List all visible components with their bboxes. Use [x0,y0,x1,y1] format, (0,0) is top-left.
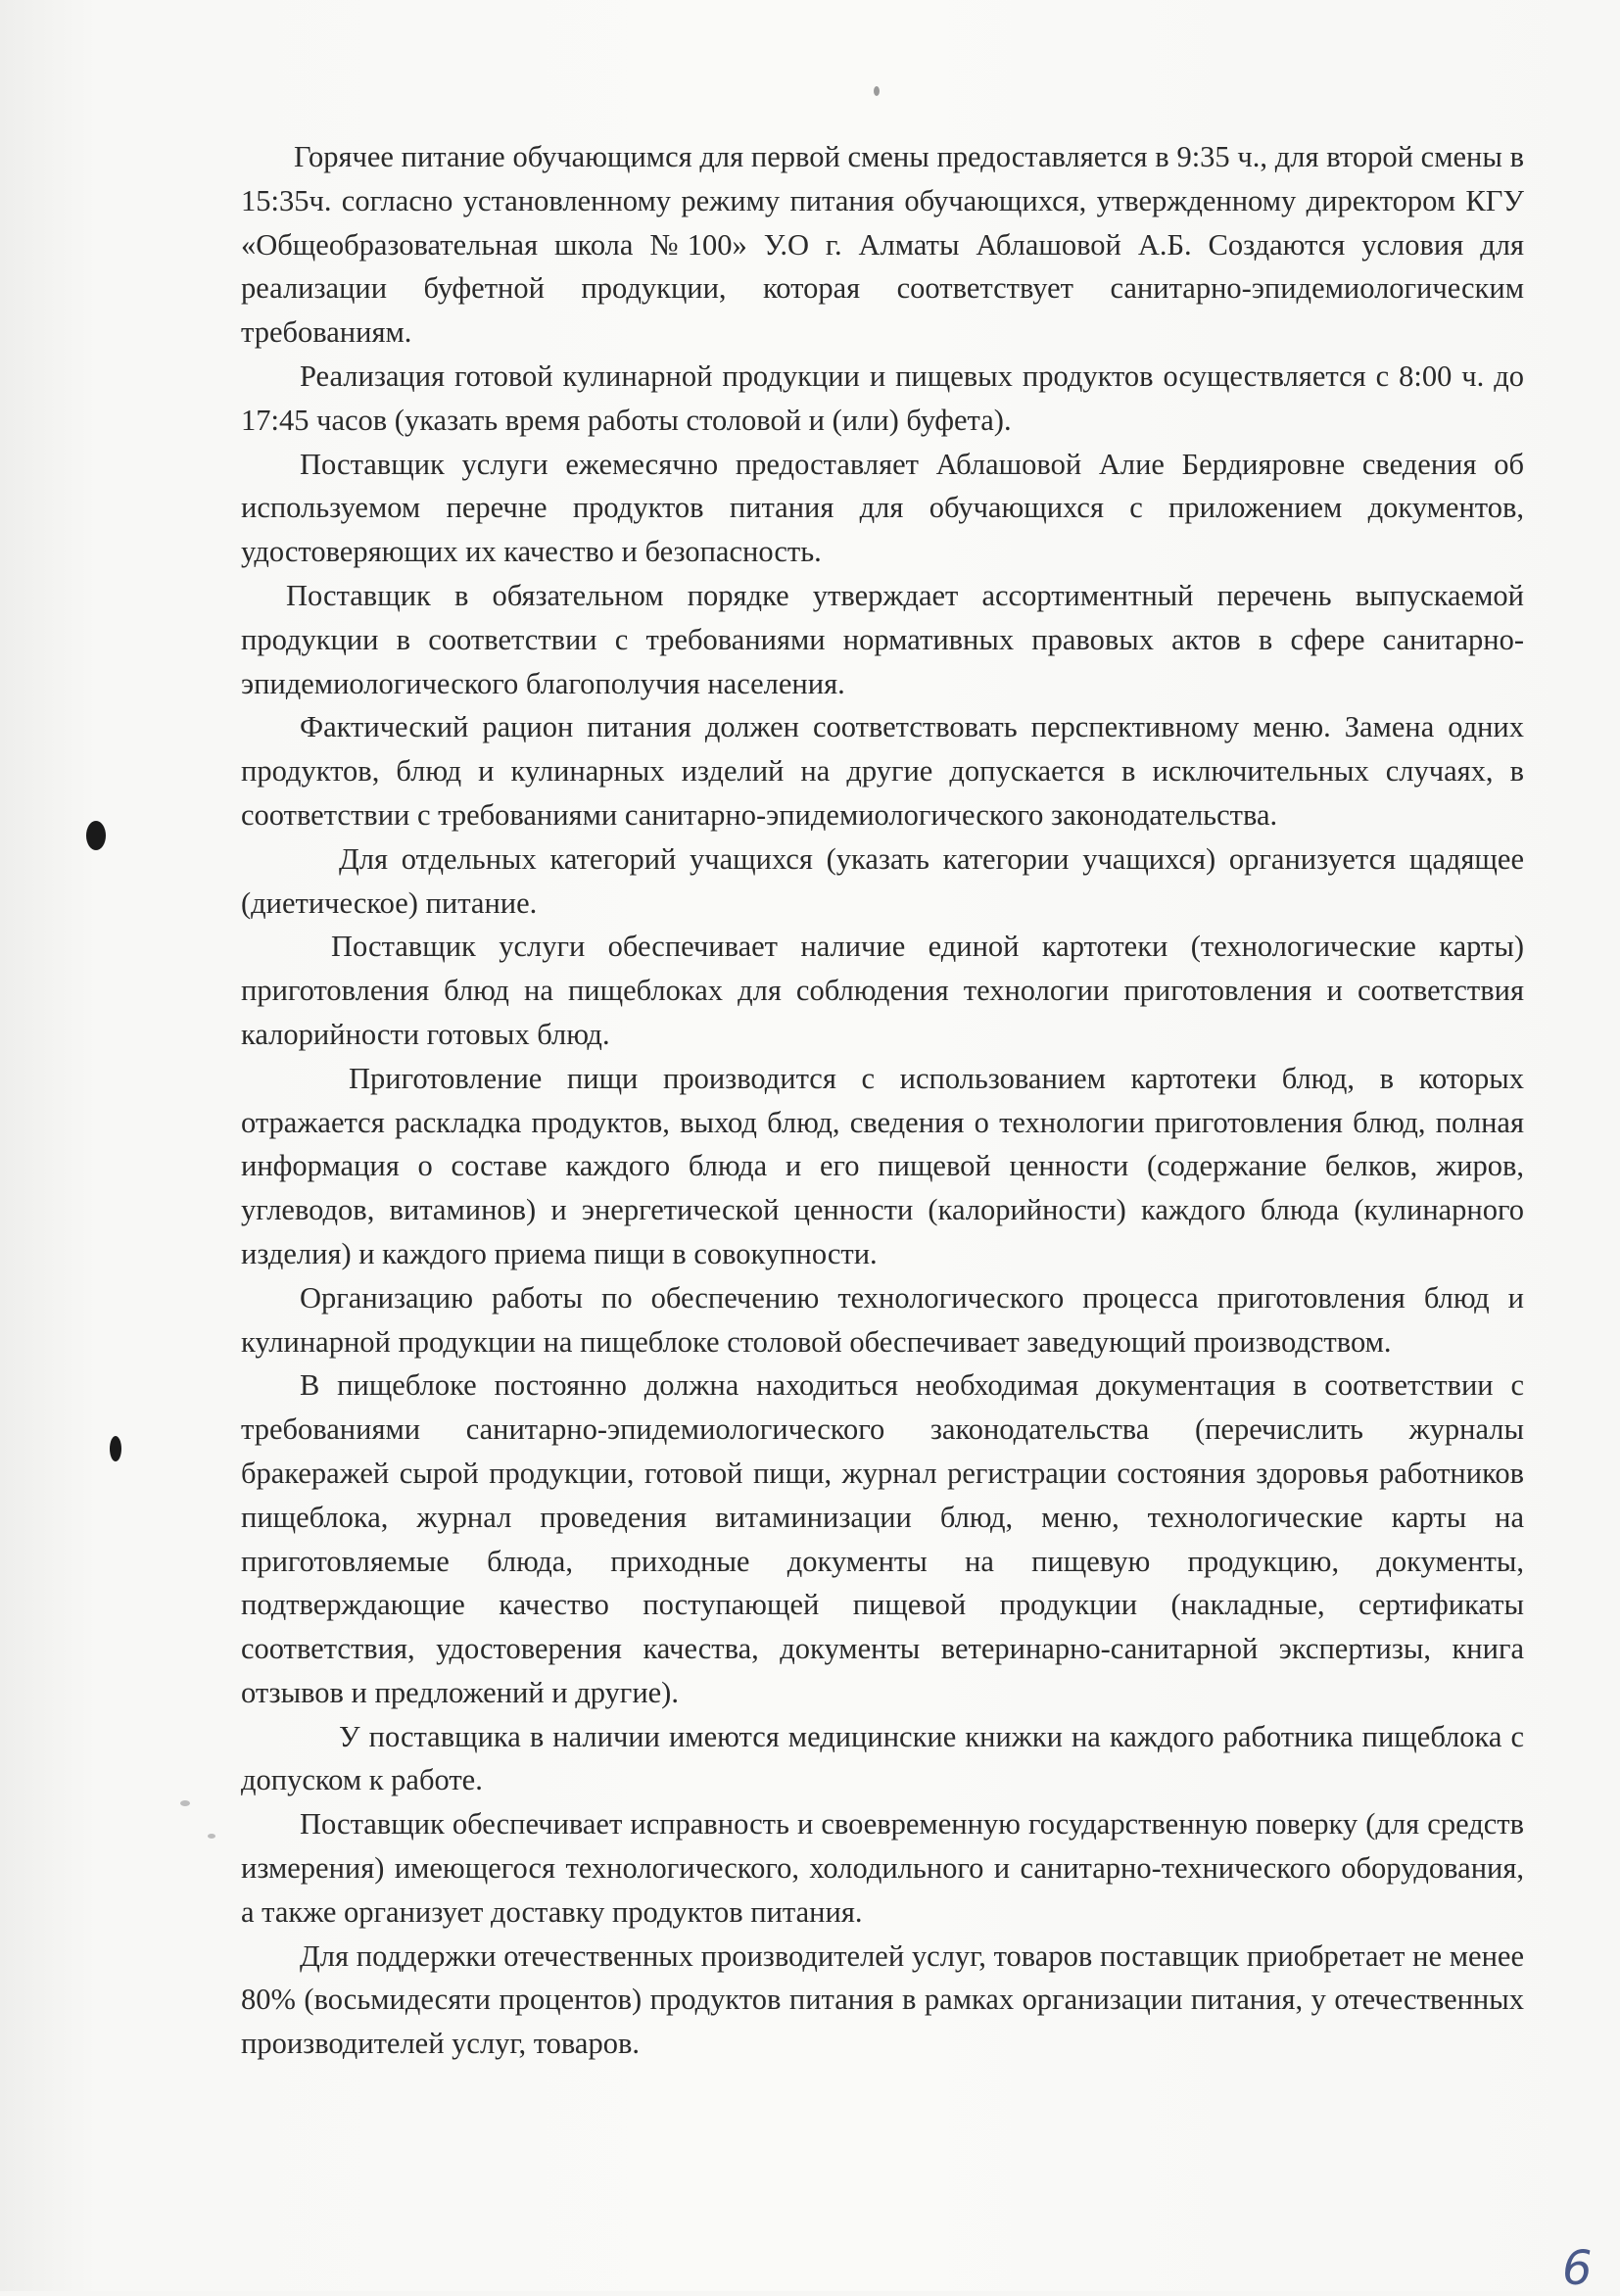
scan-speck [874,86,880,96]
paragraph-medical-books: У поставщика в наличии имеются медицинские книжки на каждого работника пищеблока с допуском к работе. [241,1719,1524,1797]
paragraph-equipment: Поставщик обеспечивает исправность и своевременную государственную поверку (для средств измерения) имеющегося технологического, холодильного и санитарно-технического оборудования, а также организует доставку продуктов питания. [241,1807,1524,1929]
paragraph-sales-hours: Реализация готовой кулинарной продукции и пищевых продуктов осуществляется с 8:00 ч. до 17:45 часов (указать время работы столовой и (или) буфета). [241,359,1524,437]
paragraph-actual-diet: Фактический рацион питания должен соответствовать перспективному меню. Замена одних продуктов, блюд и кулинарных изделий на другие допускается в исключительных случаях, в соответствии с требованиями санитарно-эпидемиологического законодательства. [241,710,1524,832]
punch-hole-lower [110,1436,121,1461]
paragraph-domestic-producers: Для поддержки отечественных производителей услуг, товаров поставщик приобретает не менее 80% (восьмидесяти процентов) продуктов питания в рамках организации питания, у отечественных производителей услуг, товаров. [241,1938,1524,2061]
paragraph-assortment: Поставщик в обязательном порядке утверждает ассортиментный перечень выпускаемой продукции в соответствии с требованиями нормативных правовых актов в сфере санитарно-эпидемиологического благополучия населения. [241,578,1524,700]
paragraph-documentation: В пищеблоке постоянно должна находиться необходимая документация в соответствии с требованиями санитарно-эпидемиологического законодательства (перечислить журналы бракеражей сырой продукции, готовой пищи, журнал регистрации состояния здоровья работников пищеблока, журнал проведения витаминизации блюд, меню, технологические карты на приготовляемые блюда, приходные документы на пищевую продукцию, документы, подтверждающие качество поступающей пищевой продукции (накладные, сертификаты соответствия, удостоверения качества, документы ветеринарно-санитарной экспертизы, книга отзывов и предложений и другие). [241,1368,1524,1709]
scan-speck [180,1800,190,1806]
document-body [241,135,1524,2066]
paragraph-hot-meals: Горячее питание обучающимся для первой смены предоставляется в 9:35 ч., для второй смены в 15:35ч. согласно установленному режиму питания обучающихся, утвержденному директором КГУ «Общеобразовательная школа №100» У.О г. Алматы Аблашовой А.Б. Создаются условия для реализации буфетной продукции, которая соответствует санитарно-эпидемиологическим требованиям. [241,140,1524,350]
paragraph-card-index: Поставщик услуги обеспечивает наличие единой картотеки (технологические карты) приготовления блюд на пищеблоках для соблюдения технологии приготовления и соответствия калорийности готовых блюд. [241,930,1524,1051]
paragraph-work-organization: Организацию работы по обеспечению технологического процесса приготовления блюд и кулинарной продукции на пищеблоке столовой обеспечивает заведующий производством. [241,1280,1524,1359]
paragraph-diet-categories: Для отдельных категорий учащихся (указать категории учащихся) организуется щадящее (диетическое) питание. [241,841,1524,920]
scan-speck [208,1834,215,1839]
paragraph-monthly-report: Поставщик услуги ежемесячно предоставляет Аблашовой Алие Бердияровне сведения об используемом перечне продуктов питания для обучающихся с приложением документов, удостоверяющих их качество и безопасность. [241,447,1524,569]
page-number: 6 [1562,2241,1593,2296]
paragraph-food-preparation: Приготовление пищи производится с использованием картотеки блюд, в которых отражается раскладка продуктов, выход блюд, сведения о технологии приготовления блюд, полная информация о составе каждого блюда и его пищевой ценности (содержание белков, жиров, углеводов, витаминов) и энергетической ценности (калорийности) каждого блюда (кулинарного изделия) и каждого приема пищи в совокупности. [241,1061,1524,1270]
punch-hole-upper [86,821,106,850]
